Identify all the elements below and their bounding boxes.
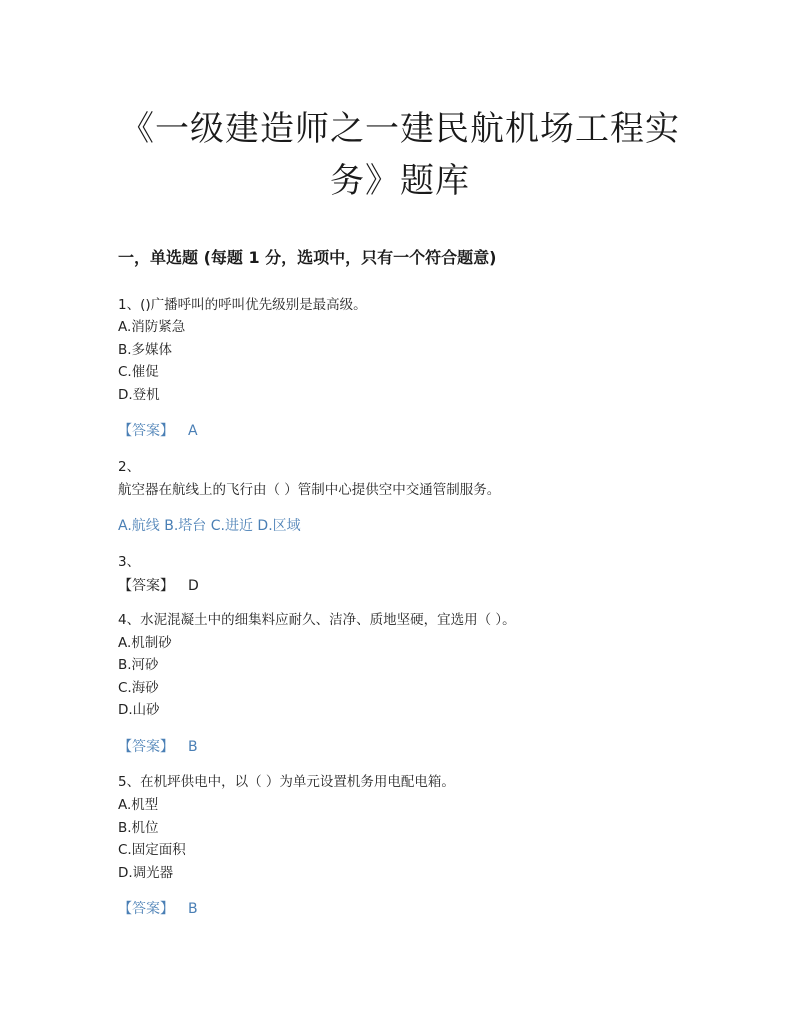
- question-5-option-b: B.机位: [118, 820, 159, 836]
- question-1-option-d: D.登机: [118, 387, 160, 403]
- answer-label: 【答案】: [118, 578, 174, 594]
- question-1-stem: 1、()广播呼叫的呼叫优先级别是最高级。: [118, 297, 367, 313]
- question-2-stem: 航空器在航线上的飞行由（ ）管制中心提供空中交通管制服务。: [118, 482, 501, 498]
- document-title-line-1: 《一级建造师之一建民航机场工程实: [120, 109, 680, 149]
- question-1-option-b: B.多媒体: [118, 342, 173, 358]
- answer-value: B: [188, 739, 198, 755]
- section-heading: 一，单选题 (每题 1 分，选项中，只有一个符合题意): [118, 248, 497, 267]
- answer-label: 【答案】: [118, 423, 174, 439]
- question-5-answer: [118, 900, 198, 918]
- question-5-stem: 5、在机坪供电中，以（ ）为单元设置机务用电配电箱。: [118, 774, 455, 790]
- question-5-option-a: A.机型: [118, 797, 159, 813]
- question-4-option-d: D.山砂: [118, 702, 160, 718]
- question-4-stem: 4、水泥混凝土中的细集料应耐久、洁净、质地坚硬，宜选用（ ）。: [118, 612, 516, 628]
- question-2-options: A.航线 B.塔台 C.进近 D.区域: [118, 518, 301, 534]
- question-4-option-b: B.河砂: [118, 657, 159, 673]
- answer-value: D: [188, 578, 199, 594]
- question-4-answer: [118, 738, 198, 756]
- answer-value: B: [188, 901, 198, 917]
- answer-value: A: [188, 423, 198, 439]
- answer-label: 【答案】: [118, 739, 174, 755]
- question-5-option-d: D.调光器: [118, 865, 174, 881]
- question-3-number: 3、: [118, 554, 141, 570]
- question-4-option-c: C.海砂: [118, 680, 159, 696]
- document-title-line-2: 务》题库: [330, 161, 470, 201]
- question-1-answer: [118, 422, 198, 440]
- question-2-number: 2、: [118, 459, 141, 475]
- question-3-answer: [118, 577, 199, 595]
- question-1-option-a: A.消防紧急: [118, 319, 186, 335]
- answer-label: 【答案】: [118, 901, 174, 917]
- question-5-option-c: C.固定面积: [118, 842, 186, 858]
- question-1-option-c: C.催促: [118, 364, 159, 380]
- question-4-option-a: A.机制砂: [118, 635, 172, 651]
